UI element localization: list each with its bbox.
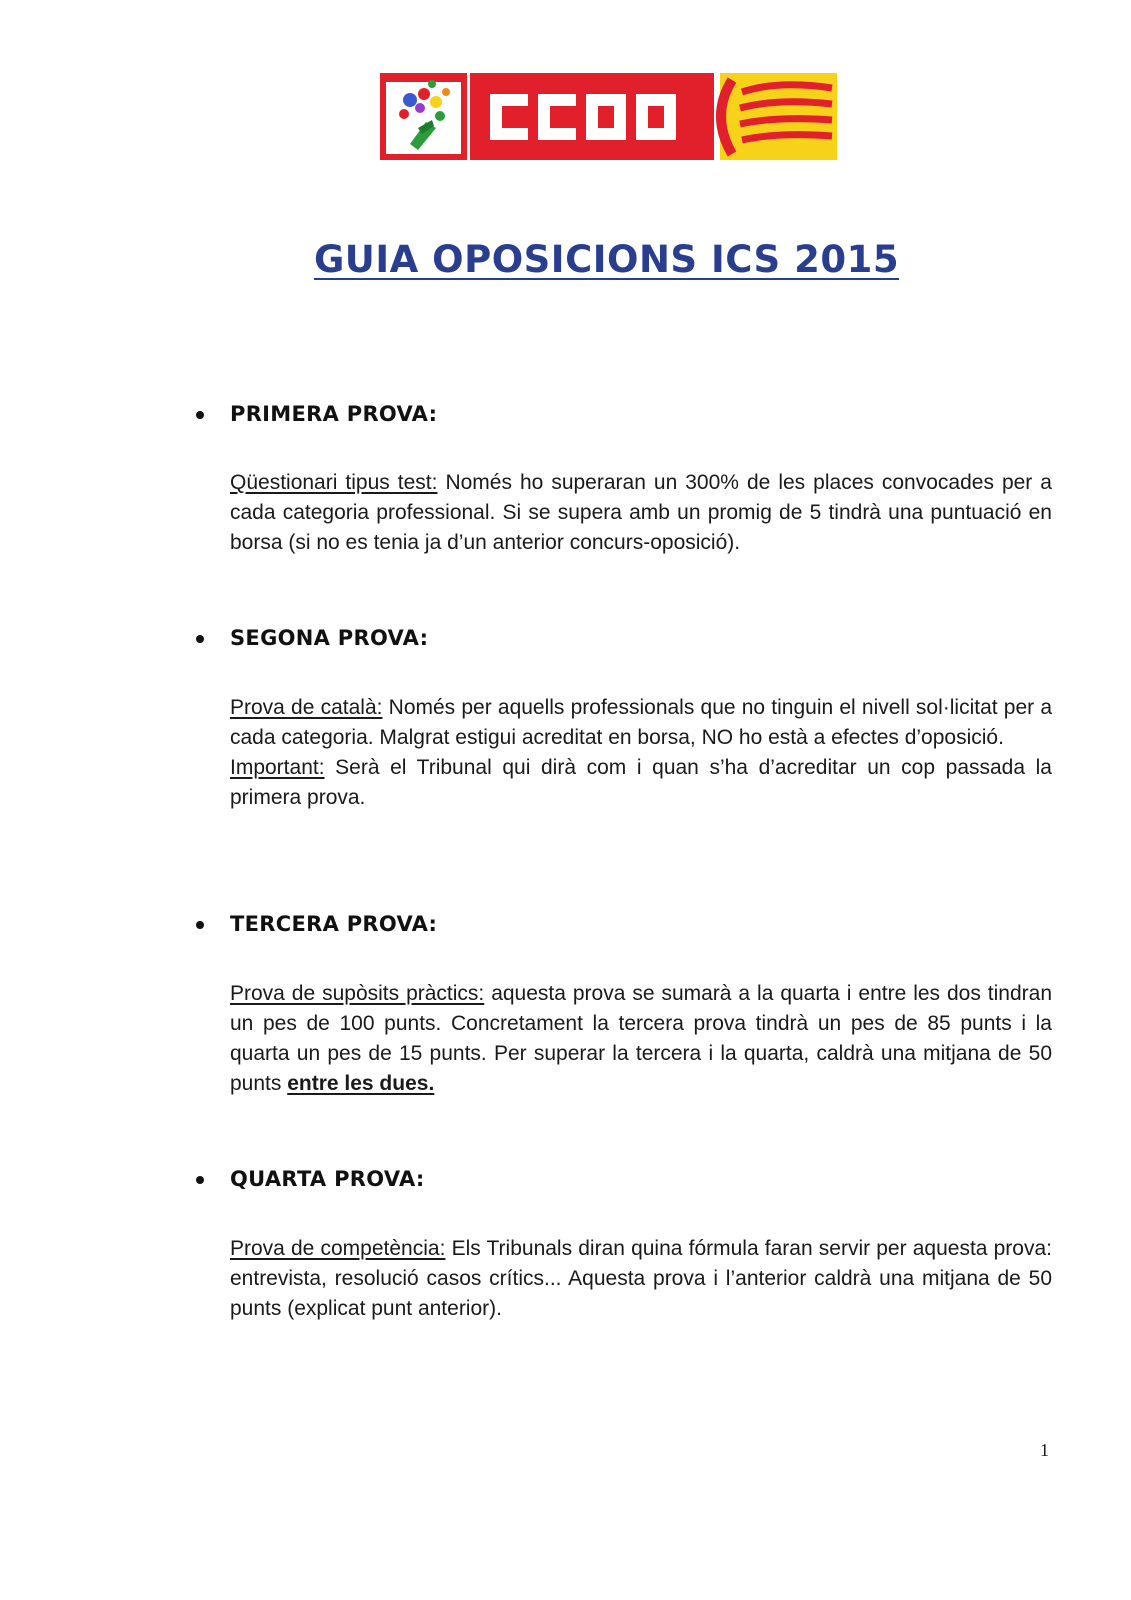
bullet-icon [196, 1176, 204, 1184]
section-paragraph: Prova de català: Només per aquells professionals que no tinguin el nivell sol·licitat per a cada categoria. Malgrat estigui acreditat en borsa, NO ho està a efectes d’oposició. Important: Serà el Tribunal qui dirà com i quan s’ha d’acreditar un cop passada la primera prova. [230, 696, 1053, 809]
section-heading: QUARTA PROVA: [230, 1167, 425, 1191]
page-number: 1 [1040, 1440, 1049, 1460]
section-heading: SEGONA PROVA: [230, 626, 429, 650]
section-heading: PRIMERA PROVA: [230, 402, 438, 426]
bullet-icon [196, 635, 204, 643]
section-heading: TERCERA PROVA: [230, 912, 438, 936]
emphasis-text: entre les dues. [287, 1072, 435, 1095]
bullet-icon [196, 921, 204, 929]
ccoo-logo [380, 70, 837, 162]
section-paragraph: Prova de competència: Els Tribunals diran quina fórmula faran servir per aquesta prova: entrevista, resolució casos crítics... Aquesta prova i l’anterior caldrà una mitjana de 50 punts (explicat punt anterior). [230, 1237, 1052, 1320]
page-title: GUIA OPOSICIONS ICS 2015 [313, 238, 900, 281]
section-paragraph: Qüestionari tipus test: Només ho superaran un 300% de les places convocades per a cada categoria professional. Si se supera amb un promig de 5 tindrà una puntuació en borsa (si no es tenia ja d’un anterior concurs-oposició). [230, 471, 1052, 554]
bullet-icon [196, 411, 204, 419]
section-paragraph: Prova de supòsits pràctics: aquesta prova se sumarà a la quarta i entre les dos tindran un pes de 100 punts. Concretament la tercera prova tindrà un pes de 85 punts i la quarta un pes de 15 punts. Per superar la tercera i la quarta, caldrà una mitjana de 50 punts entre les dues. [230, 982, 1052, 1095]
